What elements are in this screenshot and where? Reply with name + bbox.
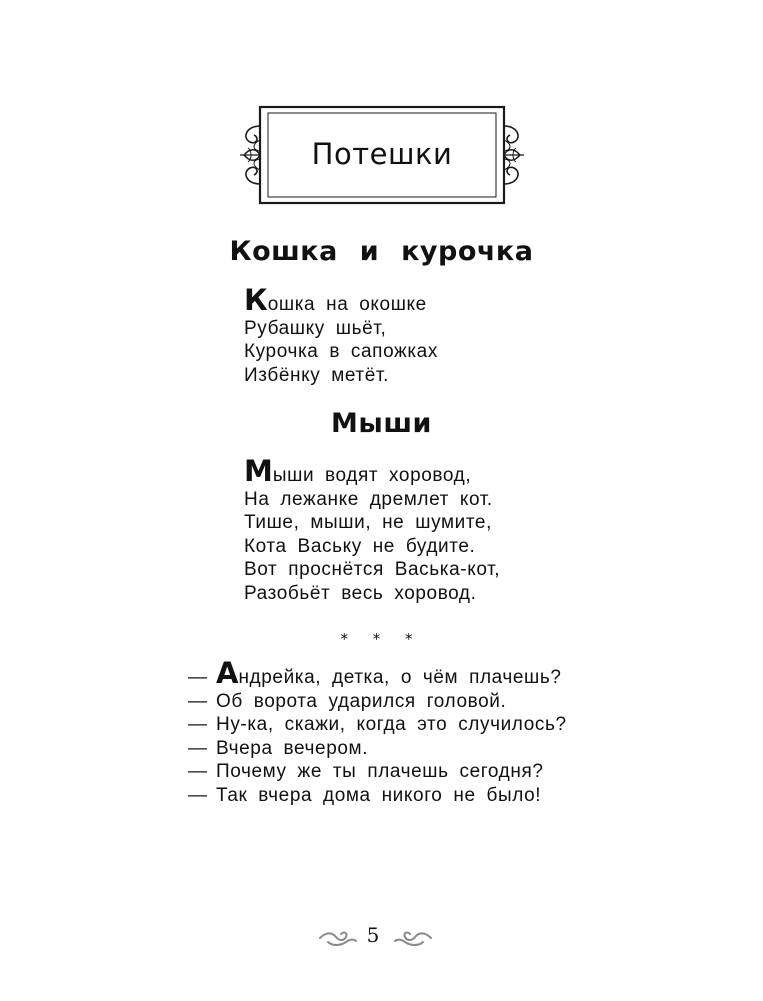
dialog-line: — Вчера вечером. <box>188 737 369 759</box>
left-flourish-icon <box>318 928 358 948</box>
dialog-dash: — <box>188 667 208 688</box>
poem-line: Вот проснётся Васька-кот, <box>244 559 501 580</box>
dialog-rhyme <box>188 656 567 807</box>
dialog-dash: — <box>188 690 208 712</box>
poem-line: На лежанке дремлет кот. <box>244 488 493 510</box>
poem-line: Избёнку метёт. <box>244 364 389 386</box>
section-separator: * * * <box>340 630 423 648</box>
dialog-dash: — <box>188 714 208 735</box>
dialog-dash: — <box>188 784 208 806</box>
drop-cap: А <box>216 656 239 690</box>
page-footer <box>0 923 763 953</box>
poem-line: Тише, мыши, не шумите, <box>244 512 492 533</box>
dialog-dash: — <box>188 761 208 782</box>
poem-line: Кота Ваську не будите. <box>244 535 476 557</box>
poem-line: Кошка на окошке <box>244 283 427 317</box>
poem-line: Разобьёт весь хоровод. <box>244 582 477 604</box>
page-number: 5 <box>366 923 380 947</box>
dialog-line: — Ну-ка, скажи, когда это случилось? <box>188 714 567 735</box>
poem-cat-and-hen <box>244 283 438 387</box>
poem-mice <box>244 454 501 605</box>
poem-line: Курочка в сапожках <box>244 341 438 362</box>
section-title-frame <box>238 104 526 206</box>
section-title: Потешки <box>311 137 453 171</box>
dialog-line: — Так вчера дома никого не было! <box>188 784 542 806</box>
dialog-dash: — <box>188 737 208 759</box>
drop-cap: М <box>244 454 273 488</box>
dialog-line: — Андрейка, детка, о чём плачешь? <box>188 656 562 690</box>
right-flourish-icon <box>393 928 433 948</box>
poem-title-cat-and-hen: Кошка и курочка <box>229 236 534 267</box>
dialog-line: — Почему же ты плачешь сегодня? <box>188 761 544 782</box>
poem-line: Рубашку шьёт, <box>244 317 387 339</box>
poem-title-mice: Мыши <box>331 408 432 439</box>
drop-cap: К <box>244 283 268 317</box>
dialog-line: — Об ворота ударился головой. <box>188 690 507 712</box>
poem-line: Мыши водят хоровод, <box>244 454 472 488</box>
